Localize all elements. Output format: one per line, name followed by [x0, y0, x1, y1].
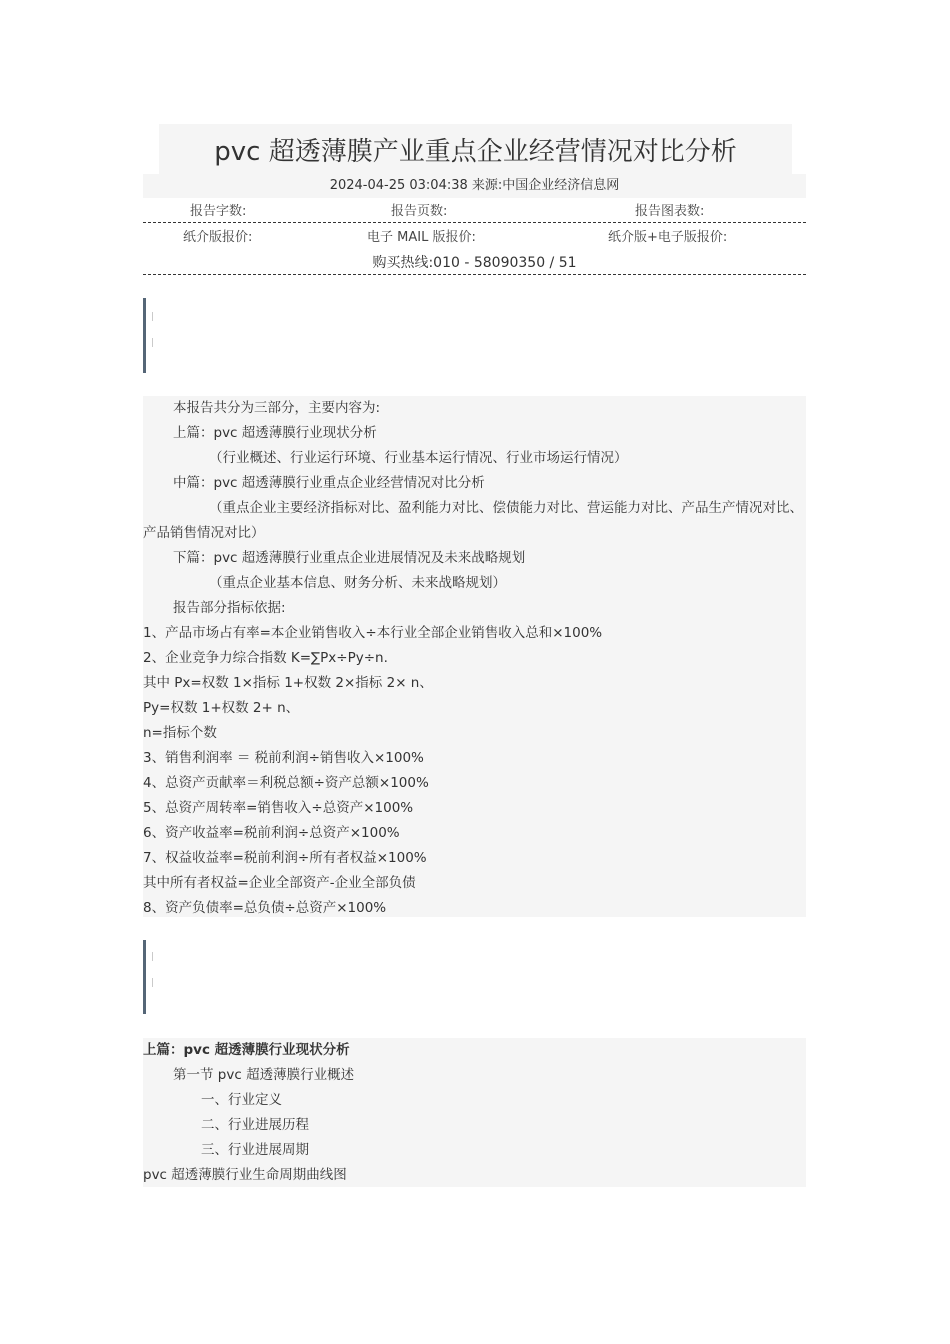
price-row: [143, 226, 806, 250]
decorative-bar: [143, 298, 146, 373]
intro-section: [143, 396, 806, 917]
intro-line: （重点企业主要经济指标对比、盈利能力对比、偿债能力对比、营运能力对比、产品生产情况对比、产品销售情况对比）: [143, 500, 803, 541]
toc-item: 一、行业定义: [201, 1092, 282, 1108]
intro-line: 报告部分指标依据:: [173, 600, 286, 616]
decorative-marks: | |: [151, 312, 155, 348]
chart-count-label: 报告图表数:: [635, 204, 705, 219]
intro-line: 中篇：pvc 超透薄膜行业重点企业经营情况对比分析: [173, 475, 485, 491]
toc-item: 三、行业进展周期: [201, 1142, 309, 1158]
formula-line: 2、企业竞争力综合指数 K=∑Px÷Py÷n.: [143, 650, 388, 666]
intro-line: （行业概述、行业运行环境、行业基本运行情况、行业市场运行情况）: [209, 450, 628, 466]
chart-caption: pvc 超透薄膜行业生命周期曲线图: [143, 1167, 347, 1183]
formula-line: 4、总资产贡献率＝利税总额÷资产总额×100%: [143, 775, 429, 791]
formula-line: 其中 Px=权数 1×指标 1+权数 2×指标 2× n、: [143, 675, 433, 691]
word-count-label: 报告字数:: [190, 204, 247, 219]
page-count-label: 报告页数:: [391, 204, 448, 219]
intro-line: 上篇：pvc 超透薄膜行业现状分析: [173, 425, 377, 441]
report-meta: [143, 174, 806, 198]
part1-heading: 上篇：pvc 超透薄膜行业现状分析: [143, 1042, 350, 1058]
intro-line: 下篇：pvc 超透薄膜行业重点企业进展情况及未来战略规划: [173, 550, 526, 566]
paper-price-label: 纸介版报价:: [183, 230, 253, 245]
formula-line: Py=权数 1+权数 2+ n、: [143, 700, 300, 716]
decorative-marks: | |: [151, 952, 155, 988]
publish-datetime: 2024-04-25 03:04:38: [329, 178, 468, 193]
email-price-label: 电子 MAIL 版报价:: [367, 230, 476, 245]
report-title: pvc 超透薄膜产业重点企业经营情况对比分析: [159, 124, 792, 174]
part1-section: [143, 1038, 806, 1187]
intro-line: 本报告共分为三部分，主要内容为:: [173, 400, 381, 416]
formula-line: 7、权益收益率=税前利润÷所有者权益×100%: [143, 850, 427, 866]
divider: [143, 274, 806, 275]
intro-line: （重点企业基本信息、财务分析、未来战略规划）: [209, 575, 506, 591]
formula-line: 其中所有者权益=企业全部资产-企业全部负债: [143, 875, 416, 891]
formula-line: 5、总资产周转率=销售收入÷总资产×100%: [143, 800, 414, 816]
formula-line: 6、资产收益率=税前利润÷总资产×100%: [143, 825, 400, 841]
decorative-bar: [143, 940, 146, 1014]
report-stats-row: [143, 200, 806, 224]
formula-line: 8、资产负债率=总负债÷总资产×100%: [143, 900, 387, 916]
toc-item: 二、行业进展历程: [201, 1117, 309, 1133]
formula-line: 1、产品市场占有率=本企业销售收入÷本行业全部企业销售收入总和×100%: [143, 625, 603, 641]
section-title: 第一节 pvc 超透薄膜行业概述: [173, 1067, 355, 1083]
purchase-hotline: 购买热线:010 - 58090350 / 51: [372, 255, 577, 271]
source-label: 来源:中国企业经济信息网: [471, 178, 620, 193]
formula-line: n=指标个数: [143, 725, 217, 741]
formula-line: 3、销售利润率 ＝ 税前利润÷销售收入×100%: [143, 750, 424, 766]
combo-price-label: 纸介版+电子版报价:: [608, 230, 728, 245]
